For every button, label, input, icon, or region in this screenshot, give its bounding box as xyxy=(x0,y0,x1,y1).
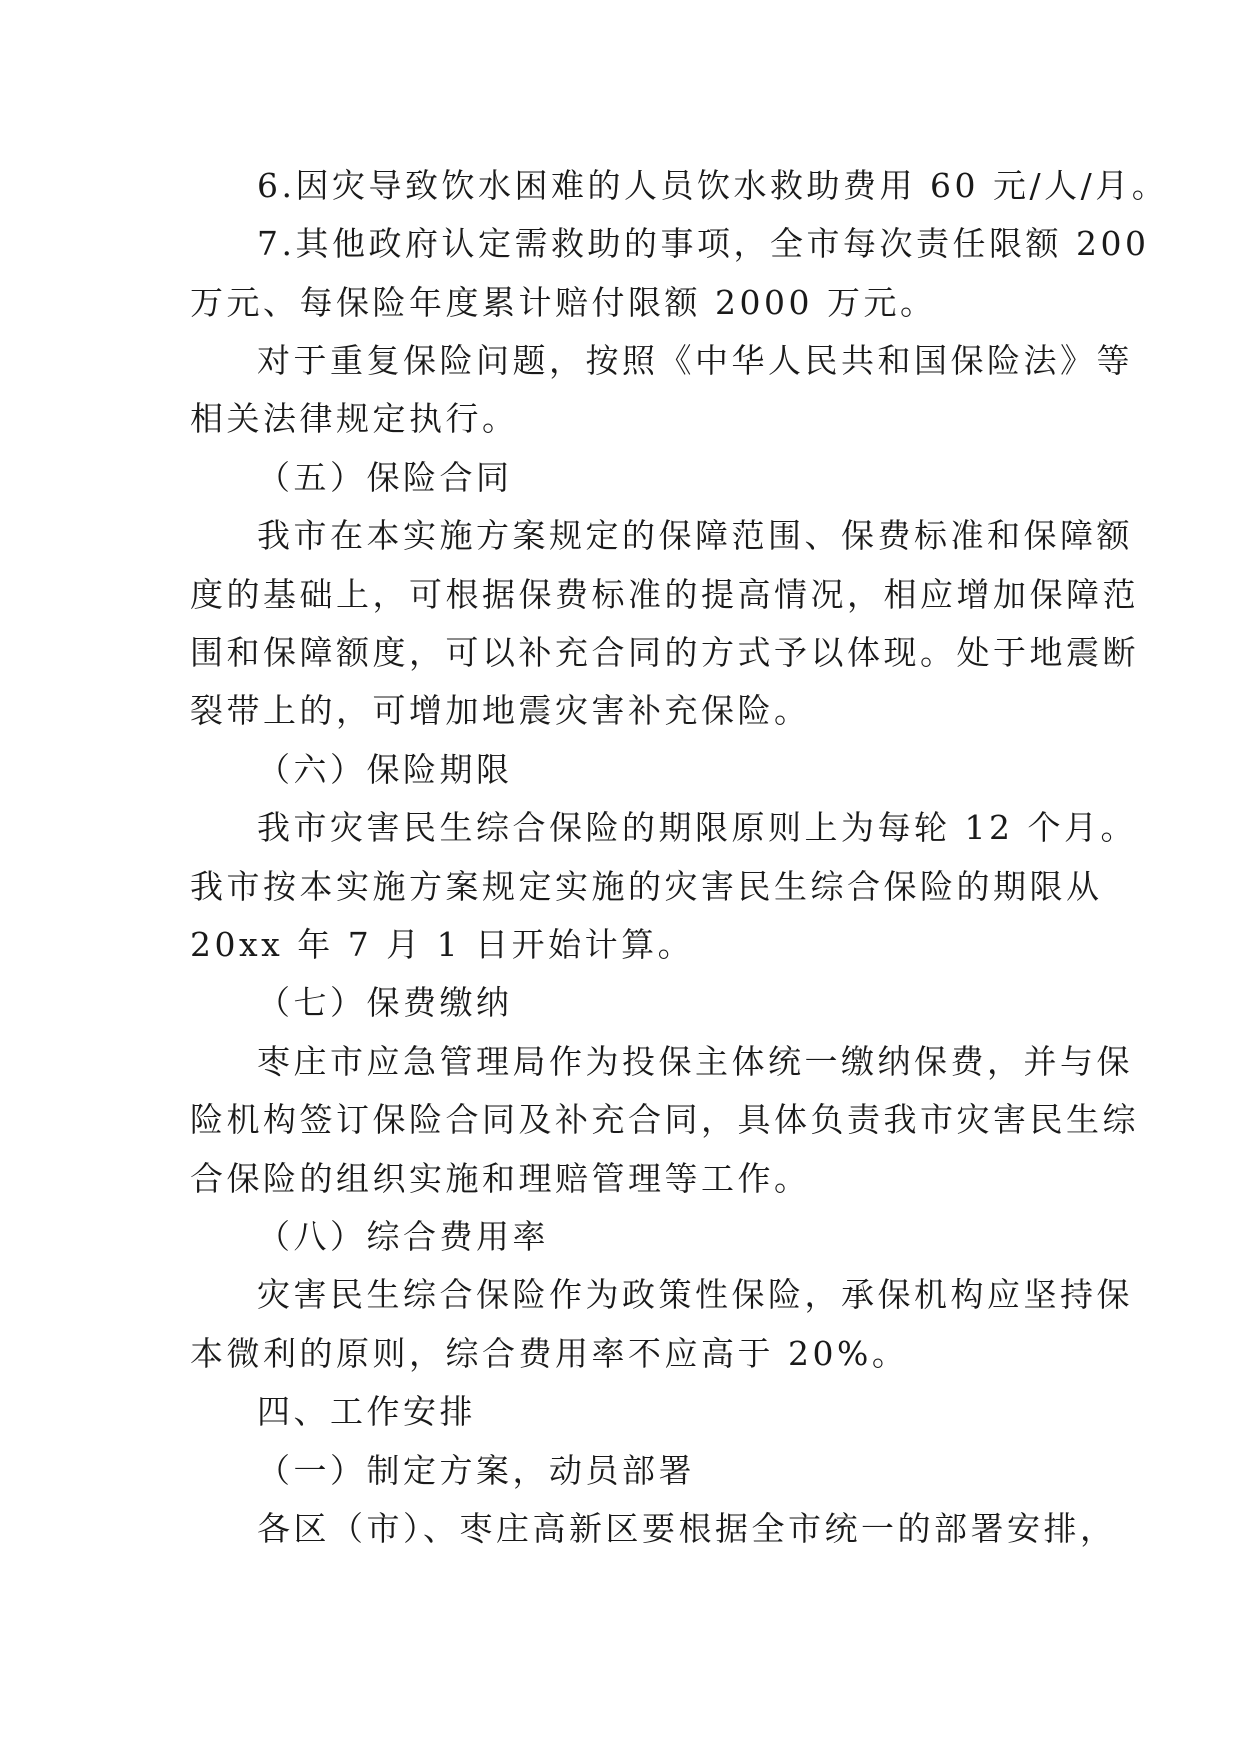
section-heading: （五）保险合同 xyxy=(257,458,513,497)
paragraph-line: 我市在本实施方案规定的保障范围、保费标准和保障额 xyxy=(257,516,1133,555)
paragraph-line: 20xx 年 7 月 1 日开始计算。 xyxy=(190,925,695,964)
section-heading: （六）保险期限 xyxy=(257,750,513,789)
paragraph-line: 各区（市）、枣庄高新区要根据全市统一的部署安排， xyxy=(257,1509,1117,1548)
paragraph-line: 对于重复保险问题，按照《中华人民共和国保险法》等 xyxy=(257,341,1133,380)
paragraph-line: 度的基础上，可根据保费标准的提高情况，相应增加保障范 xyxy=(190,575,1139,614)
paragraph-line: 围和保障额度，可以补充合同的方式予以体现。处于地震断 xyxy=(190,633,1139,672)
paragraph-line: 7.其他政府认定需救助的事项，全市每次责任限额 200 xyxy=(257,224,1150,263)
paragraph-line: 6.因灾导致饮水困难的人员饮水救助费用 60 元/人/月。 xyxy=(257,166,1169,205)
paragraph-line: 险机构签订保险合同及补充合同，具体负责我市灾害民生综 xyxy=(190,1100,1139,1139)
paragraph-line: 本微利的原则，综合费用率不应高于 20%。 xyxy=(190,1334,909,1373)
paragraph-line: 我市灾害民生综合保险的期限原则上为每轮 12 个月。 xyxy=(257,808,1137,847)
paragraph-line: 万元、每保险年度累计赔付限额 2000 万元。 xyxy=(190,283,937,322)
section-heading: （七）保费缴纳 xyxy=(257,983,513,1022)
paragraph-line: 枣庄市应急管理局作为投保主体统一缴纳保费，并与保 xyxy=(257,1042,1133,1081)
section-heading: （一）制定方案，动员部署 xyxy=(257,1451,695,1490)
paragraph-line: 相关法律规定执行。 xyxy=(190,399,519,438)
paragraph-line: 裂带上的，可增加地震灾害补充保险。 xyxy=(190,691,811,730)
paragraph-line: 合保险的组织实施和理赔管理等工作。 xyxy=(190,1159,811,1198)
paragraph-line: 灾害民生综合保险作为政策性保险，承保机构应坚持保 xyxy=(257,1275,1133,1314)
section-heading: （八）综合费用率 xyxy=(257,1217,549,1256)
paragraph-line: 我市按本实施方案规定实施的灾害民生综合保险的期限从 xyxy=(190,867,1103,906)
section-heading: 四、工作安排 xyxy=(257,1392,476,1431)
